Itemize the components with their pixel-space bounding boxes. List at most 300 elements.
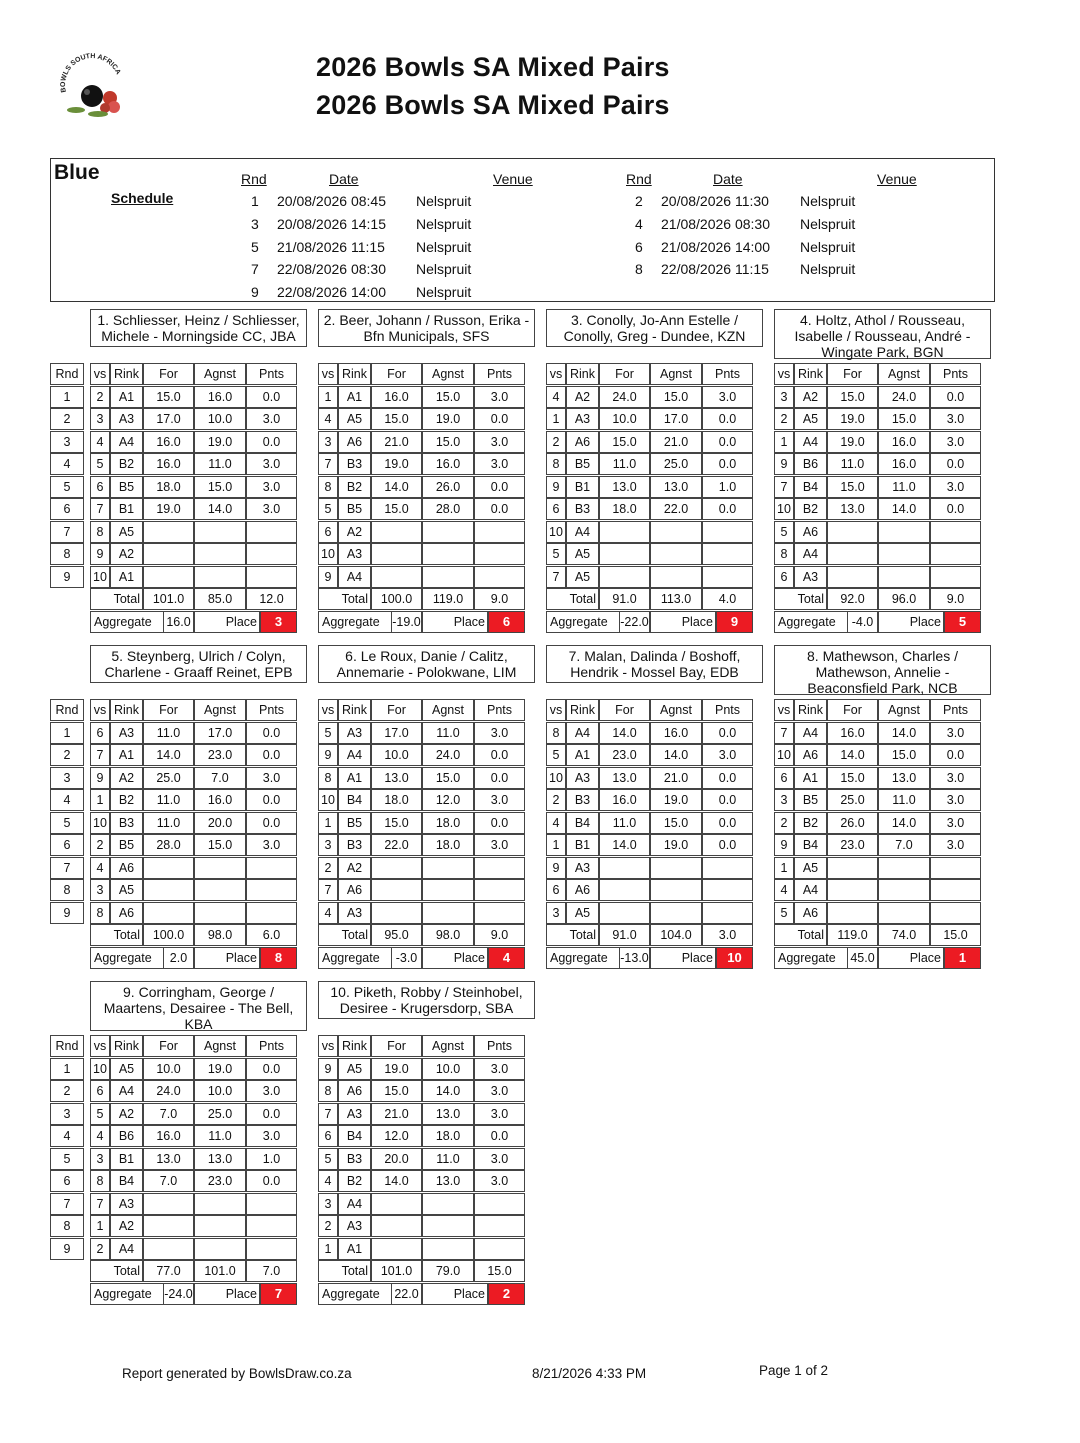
result-cell-agnst: 14.0: [878, 498, 930, 520]
aggregate-value: 22.0: [392, 1283, 422, 1305]
result-cell-for: 18.0: [143, 476, 194, 498]
result-cell-rink: A3: [110, 1193, 143, 1215]
result-cell-rink: A5: [110, 1058, 143, 1080]
result-cell-vs: 7: [90, 1193, 110, 1215]
result-cell-vs: 5: [546, 744, 566, 766]
aggregate-label: Aggregate: [774, 611, 848, 633]
result-cell-vs: 4: [90, 1125, 110, 1147]
result-cell-pnts: 0.0: [474, 498, 525, 520]
result-cell-agnst: 21.0: [650, 431, 702, 453]
result-cell-pnts: 0.0: [702, 722, 753, 744]
result-cell-rink: B4: [338, 1125, 371, 1147]
column-header-rink: Rink: [338, 699, 371, 721]
column-header-pnts: Pnts: [930, 363, 981, 385]
result-cell-vs: 1: [318, 1238, 338, 1260]
round-number: 3: [50, 1103, 84, 1125]
result-cell-agnst: [194, 543, 246, 565]
total-agnst: 113.0: [650, 588, 702, 610]
pair-results-table: [318, 699, 535, 969]
column-header-for: For: [143, 363, 194, 385]
result-cell-agnst: 15.0: [422, 431, 474, 453]
result-cell-vs: 3: [318, 1193, 338, 1215]
result-cell-vs: 6: [546, 498, 566, 520]
footer-timestamp: 8/21/2026 4:33 PM: [532, 1366, 647, 1381]
result-cell-agnst: 12.0: [422, 789, 474, 811]
result-cell-vs: 3: [774, 386, 794, 408]
result-cell-for: 18.0: [599, 498, 650, 520]
result-cell-for: [371, 543, 422, 565]
result-cell-for: [143, 543, 194, 565]
column-header-for: For: [371, 699, 422, 721]
result-cell-pnts: [930, 902, 981, 924]
total-agnst: 96.0: [878, 588, 930, 610]
result-cell-rink: A4: [110, 431, 143, 453]
pair-name: 7. Malan, Dalinda / Boshoff, Hendrik - Mossel Bay, EDB: [546, 645, 763, 683]
result-cell-for: 19.0: [143, 498, 194, 520]
result-cell-pnts: 0.0: [246, 812, 297, 834]
result-cell-vs: 9: [546, 857, 566, 879]
place-label: Place: [878, 947, 944, 969]
result-cell-agnst: 14.0: [650, 744, 702, 766]
result-cell-agnst: 13.0: [878, 767, 930, 789]
result-cell-rink: A3: [566, 767, 599, 789]
column-header-agnst: Agnst: [650, 363, 702, 385]
result-cell-vs: 3: [90, 1148, 110, 1170]
result-cell-pnts: 0.0: [246, 789, 297, 811]
result-cell-for: 19.0: [827, 431, 878, 453]
result-cell-for: [827, 543, 878, 565]
result-cell-rink: B4: [566, 812, 599, 834]
result-cell-for: 13.0: [371, 767, 422, 789]
result-cell-pnts: 3.0: [474, 722, 525, 744]
schedule-rnd: 4: [635, 216, 643, 232]
result-cell-for: [143, 902, 194, 924]
result-cell-for: 25.0: [827, 789, 878, 811]
result-cell-agnst: 16.0: [878, 431, 930, 453]
result-cell-pnts: 3.0: [474, 789, 525, 811]
result-cell-for: 16.0: [599, 789, 650, 811]
schedule-header-rnd: Rnd: [241, 171, 267, 187]
schedule-header-venue-2: Venue: [877, 171, 917, 187]
column-header-pnts: Pnts: [474, 1035, 525, 1057]
round-number: 9: [50, 1238, 84, 1260]
result-cell-rink: B1: [566, 834, 599, 856]
result-cell-pnts: 0.0: [474, 1125, 525, 1147]
round-number: 8: [50, 879, 84, 901]
result-cell-agnst: 18.0: [422, 1125, 474, 1147]
result-cell-agnst: 25.0: [194, 1103, 246, 1125]
result-cell-for: 10.0: [143, 1058, 194, 1080]
result-cell-pnts: 0.0: [246, 1170, 297, 1192]
result-cell-vs: 3: [774, 789, 794, 811]
result-cell-for: [143, 1215, 194, 1237]
pair-name: 8. Mathewson, Charles / Mathewson, Annelie - Beaconsfield Park, NCB: [774, 645, 991, 695]
result-cell-vs: 7: [546, 566, 566, 588]
result-cell-vs: 5: [318, 498, 338, 520]
result-cell-pnts: [246, 521, 297, 543]
result-cell-rink: A3: [338, 1215, 371, 1237]
result-cell-for: 14.0: [371, 476, 422, 498]
round-number: 4: [50, 453, 84, 475]
result-cell-for: [827, 902, 878, 924]
pair-results-table: [318, 1035, 535, 1305]
result-cell-vs: 5: [774, 521, 794, 543]
result-cell-vs: 7: [318, 879, 338, 901]
result-cell-agnst: 25.0: [650, 453, 702, 475]
result-cell-rink: A1: [566, 744, 599, 766]
result-cell-for: 24.0: [143, 1080, 194, 1102]
round-header: Rnd: [50, 699, 84, 721]
result-cell-rink: A5: [566, 566, 599, 588]
column-header-agnst: Agnst: [194, 363, 246, 385]
page-subtitle: 2026 Bowls SA Mixed Pairs: [316, 90, 670, 120]
result-cell-for: 15.0: [827, 767, 878, 789]
result-cell-pnts: 3.0: [930, 767, 981, 789]
result-cell-vs: 2: [90, 834, 110, 856]
result-cell-for: 15.0: [371, 812, 422, 834]
result-cell-rink: B1: [566, 476, 599, 498]
result-cell-pnts: 3.0: [474, 1148, 525, 1170]
result-cell-rink: A4: [338, 1193, 371, 1215]
place-label: Place: [650, 611, 716, 633]
result-cell-vs: 4: [546, 386, 566, 408]
result-cell-pnts: [474, 902, 525, 924]
column-header-vs: vs: [90, 363, 110, 385]
result-cell-vs: 7: [318, 1103, 338, 1125]
result-cell-rink: A4: [338, 566, 371, 588]
result-cell-pnts: [474, 1215, 525, 1237]
result-cell-for: 13.0: [827, 498, 878, 520]
result-cell-rink: A4: [566, 521, 599, 543]
result-cell-agnst: 19.0: [422, 408, 474, 430]
result-cell-vs: 10: [90, 1058, 110, 1080]
place-badge: 5: [944, 611, 981, 633]
result-cell-agnst: 17.0: [194, 722, 246, 744]
result-cell-pnts: [474, 521, 525, 543]
result-cell-rink: A4: [110, 1080, 143, 1102]
aggregate-label: Aggregate: [546, 947, 620, 969]
result-cell-for: [143, 879, 194, 901]
result-cell-for: 18.0: [371, 789, 422, 811]
result-cell-for: [143, 521, 194, 543]
place-label: Place: [194, 1283, 260, 1305]
schedule-label: Schedule: [111, 190, 174, 206]
column-header-agnst: Agnst: [422, 699, 474, 721]
result-cell-rink: B5: [338, 498, 371, 520]
result-cell-for: [371, 1215, 422, 1237]
result-cell-pnts: 3.0: [474, 1103, 525, 1125]
result-cell-agnst: [878, 902, 930, 924]
result-cell-for: 15.0: [827, 476, 878, 498]
result-cell-agnst: 15.0: [878, 744, 930, 766]
place-badge: 2: [488, 1283, 525, 1305]
column-header-rink: Rink: [110, 1035, 143, 1057]
result-cell-vs: 3: [546, 902, 566, 924]
result-cell-pnts: [474, 566, 525, 588]
round-number: 9: [50, 902, 84, 924]
result-cell-pnts: 3.0: [930, 834, 981, 856]
column-header-for: For: [371, 363, 422, 385]
result-cell-agnst: 10.0: [194, 408, 246, 430]
place-badge: 7: [260, 1283, 297, 1305]
result-cell-pnts: 1.0: [246, 1148, 297, 1170]
result-cell-agnst: [650, 521, 702, 543]
result-cell-vs: 8: [546, 722, 566, 744]
total-agnst: 79.0: [422, 1260, 474, 1282]
column-header-agnst: Agnst: [878, 363, 930, 385]
result-cell-agnst: [422, 902, 474, 924]
result-cell-pnts: [246, 1193, 297, 1215]
result-cell-agnst: [194, 879, 246, 901]
result-cell-for: 7.0: [143, 1170, 194, 1192]
result-cell-agnst: 19.0: [650, 789, 702, 811]
result-cell-rink: A5: [338, 408, 371, 430]
result-cell-rink: A5: [110, 521, 143, 543]
result-cell-rink: A4: [794, 543, 827, 565]
result-cell-rink: B5: [794, 789, 827, 811]
result-cell-agnst: 11.0: [194, 1125, 246, 1147]
column-header-vs: vs: [318, 1035, 338, 1057]
schedule-header-date-2: Date: [713, 171, 743, 187]
result-cell-agnst: 28.0: [422, 498, 474, 520]
result-cell-for: 11.0: [599, 812, 650, 834]
result-cell-rink: B3: [566, 498, 599, 520]
result-cell-for: 14.0: [599, 834, 650, 856]
schedule-venue: Nelspruit: [800, 216, 856, 232]
result-cell-pnts: 0.0: [930, 744, 981, 766]
result-cell-for: 11.0: [143, 722, 194, 744]
result-cell-for: 16.0: [143, 453, 194, 475]
result-cell-for: [371, 1193, 422, 1215]
result-cell-for: 11.0: [827, 453, 878, 475]
aggregate-label: Aggregate: [90, 611, 164, 633]
result-cell-rink: B2: [110, 789, 143, 811]
result-cell-vs: 9: [546, 476, 566, 498]
result-cell-vs: 5: [318, 1148, 338, 1170]
result-cell-rink: B2: [338, 1170, 371, 1192]
result-cell-rink: A6: [110, 857, 143, 879]
total-agnst: 101.0: [194, 1260, 246, 1282]
place-badge: 10: [716, 947, 753, 969]
total-agnst: 98.0: [194, 924, 246, 946]
result-cell-vs: 7: [90, 744, 110, 766]
total-for: 119.0: [827, 924, 878, 946]
result-cell-pnts: [474, 1193, 525, 1215]
result-cell-pnts: 3.0: [474, 386, 525, 408]
result-cell-vs: 7: [774, 476, 794, 498]
result-cell-rink: B5: [338, 812, 371, 834]
total-pnts: 9.0: [474, 924, 525, 946]
result-cell-pnts: [246, 566, 297, 588]
round-number: 1: [50, 386, 84, 408]
column-header-for: For: [371, 1035, 422, 1057]
result-cell-for: [599, 879, 650, 901]
result-cell-for: [143, 857, 194, 879]
column-header-vs: vs: [318, 363, 338, 385]
place-label: Place: [422, 947, 488, 969]
result-cell-rink: A6: [794, 521, 827, 543]
result-cell-for: 16.0: [143, 1125, 194, 1147]
place-label: Place: [194, 947, 260, 969]
schedule-venue: Nelspruit: [416, 193, 472, 209]
result-cell-pnts: [930, 857, 981, 879]
aggregate-value: 45.0: [848, 947, 878, 969]
column-header-pnts: Pnts: [246, 699, 297, 721]
result-cell-rink: B5: [566, 453, 599, 475]
result-cell-for: 21.0: [371, 431, 422, 453]
result-cell-vs: 4: [90, 431, 110, 453]
total-agnst: 85.0: [194, 588, 246, 610]
result-cell-vs: 1: [318, 386, 338, 408]
result-cell-rink: A6: [794, 744, 827, 766]
result-cell-rink: A2: [794, 386, 827, 408]
round-number: 4: [50, 789, 84, 811]
result-cell-agnst: 14.0: [422, 1080, 474, 1102]
result-cell-pnts: [702, 902, 753, 924]
result-cell-vs: 5: [318, 722, 338, 744]
result-cell-pnts: [474, 879, 525, 901]
result-cell-pnts: [930, 566, 981, 588]
pair-results-table: [318, 363, 535, 633]
result-cell-vs: 6: [90, 476, 110, 498]
result-cell-rink: A4: [794, 722, 827, 744]
result-cell-vs: 8: [90, 902, 110, 924]
result-cell-vs: 8: [90, 521, 110, 543]
result-cell-pnts: 3.0: [474, 1170, 525, 1192]
total-for: 91.0: [599, 588, 650, 610]
result-cell-pnts: 3.0: [702, 744, 753, 766]
result-cell-vs: 4: [318, 902, 338, 924]
result-cell-for: [371, 1238, 422, 1260]
total-agnst: 104.0: [650, 924, 702, 946]
aggregate-value: 2.0: [164, 947, 194, 969]
column-header-pnts: Pnts: [246, 363, 297, 385]
result-cell-agnst: 10.0: [194, 1080, 246, 1102]
result-cell-for: [599, 566, 650, 588]
result-cell-for: 15.0: [371, 1080, 422, 1102]
result-cell-for: 16.0: [827, 722, 878, 744]
result-cell-vs: 4: [318, 408, 338, 430]
result-cell-rink: A4: [566, 722, 599, 744]
result-cell-agnst: [194, 1215, 246, 1237]
result-cell-for: 13.0: [599, 476, 650, 498]
column-header-for: For: [827, 363, 878, 385]
result-cell-pnts: 0.0: [474, 744, 525, 766]
result-cell-vs: 5: [90, 1103, 110, 1125]
result-cell-vs: 2: [546, 789, 566, 811]
result-cell-vs: 1: [318, 812, 338, 834]
result-cell-for: 11.0: [599, 453, 650, 475]
schedule-header-date: Date: [329, 171, 359, 187]
aggregate-label: Aggregate: [318, 611, 392, 633]
column-header-rink: Rink: [110, 699, 143, 721]
result-cell-pnts: 0.0: [246, 744, 297, 766]
schedule-box: [50, 158, 995, 302]
result-cell-agnst: 14.0: [878, 812, 930, 834]
result-cell-rink: A2: [338, 857, 371, 879]
result-cell-vs: 6: [90, 722, 110, 744]
result-cell-for: [827, 521, 878, 543]
result-cell-vs: 2: [318, 857, 338, 879]
round-number: 5: [50, 812, 84, 834]
result-cell-agnst: 14.0: [878, 722, 930, 744]
result-cell-rink: B3: [338, 453, 371, 475]
result-cell-vs: 7: [774, 722, 794, 744]
result-cell-pnts: 3.0: [702, 386, 753, 408]
total-agnst: 98.0: [422, 924, 474, 946]
result-cell-agnst: [422, 521, 474, 543]
pair-results-table: [90, 1035, 307, 1305]
result-cell-vs: 9: [318, 1058, 338, 1080]
total-label: Total: [90, 924, 143, 946]
result-cell-agnst: 11.0: [422, 722, 474, 744]
aggregate-label: Aggregate: [546, 611, 620, 633]
result-cell-rink: B5: [110, 476, 143, 498]
total-pnts: 6.0: [246, 924, 297, 946]
result-cell-for: [827, 566, 878, 588]
result-cell-agnst: [422, 566, 474, 588]
result-cell-vs: 5: [90, 453, 110, 475]
result-cell-agnst: [650, 902, 702, 924]
round-number: 1: [50, 1058, 84, 1080]
result-cell-vs: 9: [318, 566, 338, 588]
round-number: 3: [50, 767, 84, 789]
result-cell-for: [371, 566, 422, 588]
place-badge: 9: [716, 611, 753, 633]
result-cell-for: 23.0: [827, 834, 878, 856]
result-cell-pnts: 0.0: [702, 834, 753, 856]
total-label: Total: [546, 588, 599, 610]
result-cell-agnst: [878, 879, 930, 901]
result-cell-vs: 4: [318, 1170, 338, 1192]
result-cell-pnts: 0.0: [702, 812, 753, 834]
result-cell-pnts: 3.0: [246, 408, 297, 430]
result-cell-pnts: [702, 543, 753, 565]
result-cell-pnts: [930, 543, 981, 565]
result-cell-rink: A3: [794, 566, 827, 588]
result-cell-rink: A5: [338, 1058, 371, 1080]
result-cell-pnts: 3.0: [930, 789, 981, 811]
place-label: Place: [422, 1283, 488, 1305]
result-cell-for: 16.0: [371, 386, 422, 408]
result-cell-rink: A4: [794, 431, 827, 453]
result-cell-rink: A6: [338, 431, 371, 453]
schedule-rnd: 1: [251, 193, 259, 209]
result-cell-rink: A1: [338, 386, 371, 408]
result-cell-for: 17.0: [143, 408, 194, 430]
column-header-agnst: Agnst: [194, 699, 246, 721]
result-cell-vs: 2: [90, 386, 110, 408]
result-cell-vs: 4: [546, 812, 566, 834]
total-label: Total: [546, 924, 599, 946]
result-cell-rink: B2: [110, 453, 143, 475]
result-cell-rink: B6: [110, 1125, 143, 1147]
schedule-rnd: 6: [635, 239, 643, 255]
result-cell-for: [371, 521, 422, 543]
result-cell-agnst: 11.0: [878, 789, 930, 811]
result-cell-rink: B1: [110, 1148, 143, 1170]
result-cell-rink: B3: [338, 1148, 371, 1170]
result-cell-rink: A1: [110, 386, 143, 408]
aggregate-label: Aggregate: [90, 1283, 164, 1305]
result-cell-pnts: [474, 1238, 525, 1260]
result-cell-agnst: 16.0: [422, 453, 474, 475]
pair-name: 4. Holtz, Athol / Rousseau, Isabelle / Rousseau, André - Wingate Park, BGN: [774, 309, 991, 359]
result-cell-vs: 5: [774, 902, 794, 924]
result-cell-rink: B2: [794, 498, 827, 520]
round-header: Rnd: [50, 1035, 84, 1057]
result-cell-vs: 9: [318, 744, 338, 766]
